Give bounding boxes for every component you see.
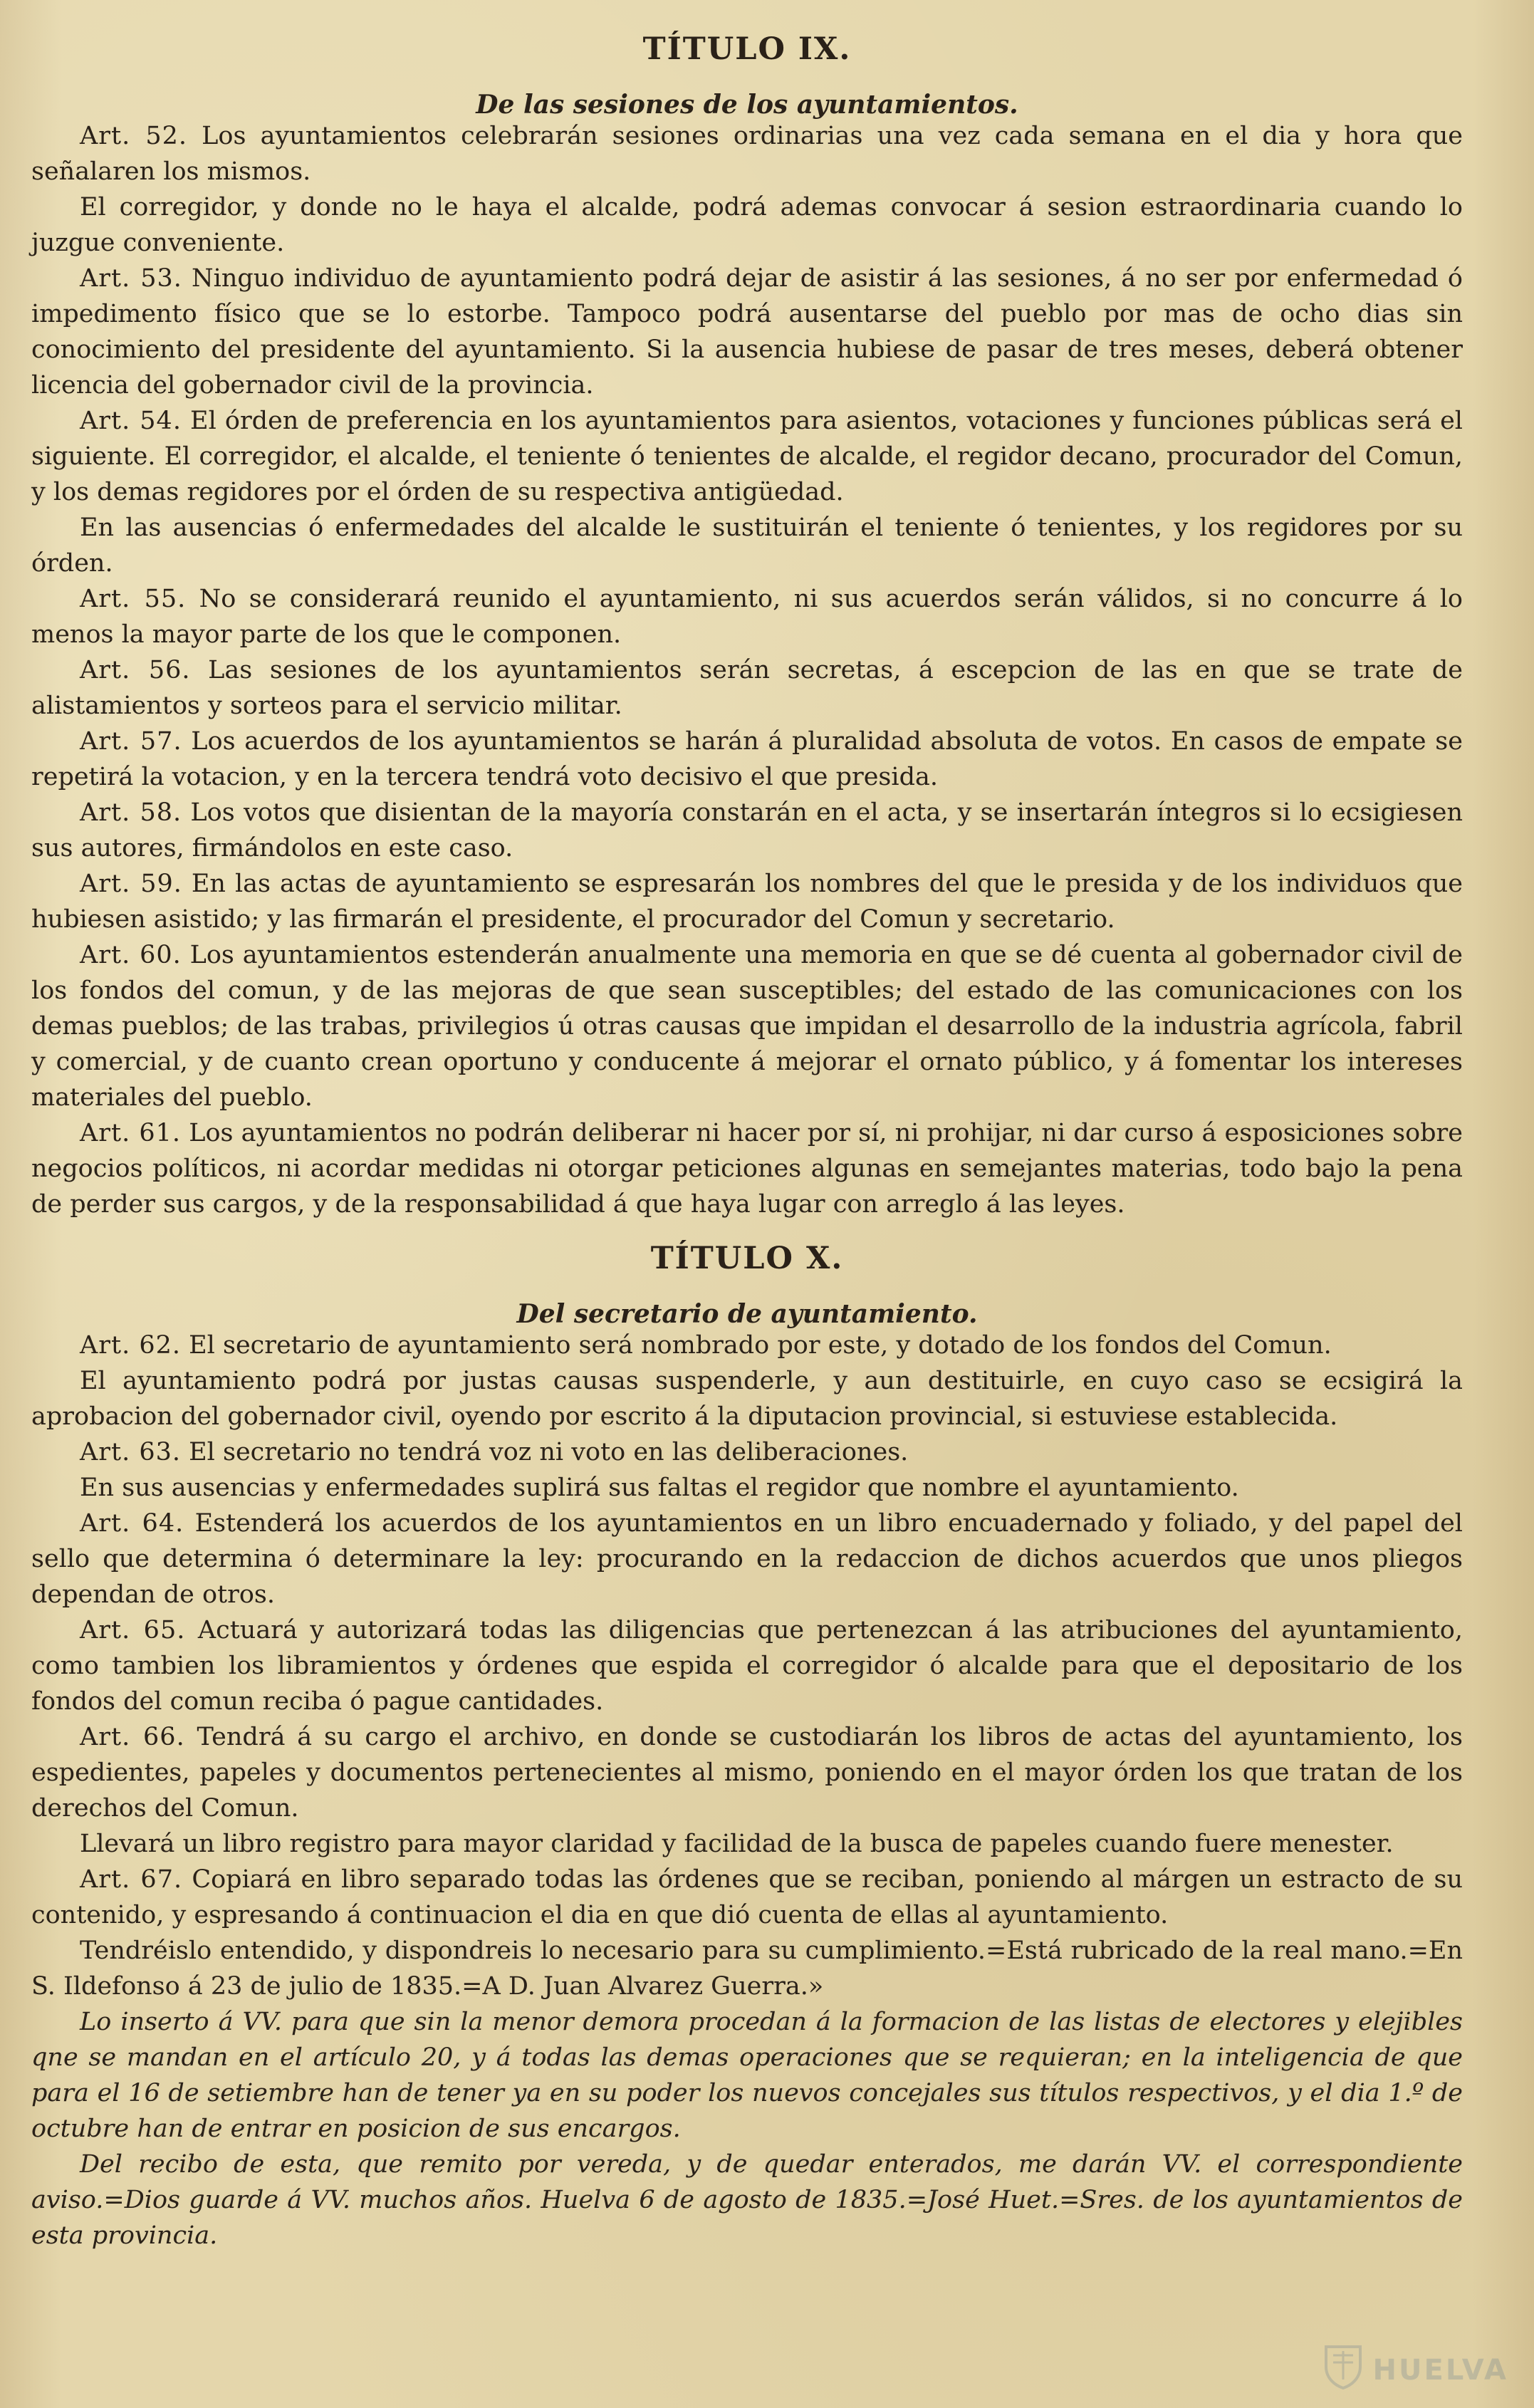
article-text: El ayuntamiento podrá por justas causas suspenderle, y aun destituirle, en cuyo caso se ecsigirá la aprobacion del gobernador civil, oyendo por escrito á la diputacion provincial, si estuviese establecida. xyxy=(31,1367,1463,1431)
article-paragraph xyxy=(31,1719,1463,1826)
article-number: Art. 54. xyxy=(80,407,182,435)
article-number: Art. 52. xyxy=(80,122,188,150)
article-text: Los votos que disientan de la mayoría constarán en el acta, y se insertarán íntegros si lo ecsigiesen sus autores, firmándolos en este caso. xyxy=(31,798,1463,862)
article-text: En las actas de ayuntamiento se espresarán los nombres del que le presida y de los individuos que hubiesen asistido; y las firmarán el presidente, el procurador del Comun y secretario. xyxy=(31,870,1463,934)
article-number: Art. 65. xyxy=(80,1616,186,1645)
article-text: En las ausencias ó enfermedades del alcalde le sustituirán el teniente ó tenientes, y los regidores por su órden. xyxy=(31,514,1463,578)
article-paragraph xyxy=(31,581,1463,652)
article-paragraph xyxy=(31,724,1463,795)
article-number: Art. 66. xyxy=(80,1723,185,1751)
article-text: Los ayuntamientos estenderán anualmente una memoria en que se dé cuenta al gobernador civil de los fondos del comun, y de las mejoras de que sean susceptibles; del estado de las comunicaciones con los demas pueblos; de las trabas, privilegios ú otras causas que impidan el desarrollo de la industria agrícola, fabril y comercial, y de cuanto crean oportuno y conducente á mejorar el ornato público, y á fomentar los intereses materiales del pueblo. xyxy=(31,941,1463,1112)
titulo-x-heading: TÍTULO X. xyxy=(650,1241,844,1276)
titulo-ix-section xyxy=(31,118,1463,1222)
watermark-text: HUELVA xyxy=(1372,2354,1508,2387)
article-text: El secretario de ayuntamiento será nombrado por este, y dotado de los fondos del Comun. xyxy=(189,1331,1332,1360)
article-paragraph xyxy=(31,1933,1463,2004)
article-text: El secretario no tendrá voz ni voto en las deliberaciones. xyxy=(189,1438,909,1466)
article-paragraph xyxy=(31,189,1463,261)
article-text: Copiará en libro separado todas las órdenes que se reciban, poniendo al márgen un estracto de su contenido, y espresando á continuacion el dia en que dió cuenta de ellas al ayuntamiento. xyxy=(31,1865,1463,1929)
article-paragraph xyxy=(31,1612,1463,1719)
article-paragraph xyxy=(31,1470,1463,1506)
document-page xyxy=(31,26,1463,2390)
article-paragraph xyxy=(31,261,1463,403)
article-number: Art. 55. xyxy=(80,585,187,613)
article-number: Art. 61. xyxy=(80,1119,182,1147)
article-paragraph xyxy=(31,1826,1463,1862)
article-paragraph xyxy=(31,1115,1463,1222)
article-text: Ninguo individuo de ayuntamiento podrá dejar de asistir á las sesiones, á no ser por enfermedad ó impedimento físico que se lo estorbe. Tampoco podrá ausentarse del pueblo por mas de ocho dias sin conocimiento del presidente del ayuntamiento. Si la ausencia hubiese de pasar de tres meses, deberá obtener licencia del gobernador civil de la provincia. xyxy=(31,264,1463,400)
article-number: Art. 58. xyxy=(80,798,182,827)
article-paragraph xyxy=(31,403,1463,510)
article-number: Art. 64. xyxy=(80,1509,184,1538)
article-number: Art. 53. xyxy=(80,264,182,293)
article-text: Los ayuntamientos celebrarán sesiones ordinarias una vez cada semana en el dia y hora que señalaren los mismos. xyxy=(31,122,1463,186)
article-paragraph xyxy=(31,1862,1463,1933)
article-number: Art. 62. xyxy=(80,1331,181,1360)
article-paragraph xyxy=(31,795,1463,866)
article-paragraph xyxy=(31,1363,1463,1434)
article-text: Tendréislo entendido, y dispondreis lo necesario para su cumplimiento.=Está rubricado de la real mano.=En S. Ildefonso á 23 de julio de 1835.=A D. Juan Alvarez Guerra.» xyxy=(31,1937,1463,2001)
titulo-x-section xyxy=(31,1328,1463,2004)
article-text: Llevará un libro registro para mayor claridad y facilidad de la busca de papeles cuando fuere menester. xyxy=(80,1830,1394,1858)
article-paragraph xyxy=(31,1506,1463,1612)
article-text: Los acuerdos de los ayuntamientos se harán á pluralidad absoluta de votos. En casos de empate se repetirá la votacion, y en la tercera tendrá voto decisivo el que presida. xyxy=(31,727,1463,791)
article-paragraph xyxy=(31,510,1463,581)
article-number: Art. 57. xyxy=(80,727,182,756)
closing-section xyxy=(31,2004,1463,2253)
closing-paragraph: Lo inserto á VV. para que sin la menor demora procedan á la formacion de las listas de electores y elejibles qne se mandan en el artículo 20, y á todas las demas operaciones que se requieran; en la inteligencia de que para el 16 de setiembre han de tener ya en su poder los nuevos concejales sus títulos respectivos, y el dia 1.º de octubre han de entrar en posicion de sus encargos. xyxy=(31,2008,1463,2143)
article-text: Los ayuntamientos no podrán deliberar ni hacer por sí, ni prohijar, ni dar curso á esposiciones sobre negocios políticos, ni acordar medidas ni otorgar peticiones algunas en semejantes materias, todo bajo la pena de perder sus cargos, y de la responsabilidad á que haya lugar con arreglo á las leyes. xyxy=(31,1119,1463,1219)
article-text: Tendrá á su cargo el archivo, en donde se custodiarán los libros de actas del ayuntamiento, los espedientes, papeles y documentos pertenecientes al mismo, poniendo en el mayor órden los que tratan de los derechos del Comun. xyxy=(31,1723,1463,1823)
article-paragraph xyxy=(31,937,1463,1115)
article-text: El órden de preferencia en los ayuntamientos para asientos, votaciones y funciones públicas será el siguiente. El corregidor, el alcalde, el teniente ó tenientes de alcalde, el regidor decano, procurador del Comun, y los demas regidores por el órden de su respectiva antigüedad. xyxy=(31,407,1463,506)
crest-icon xyxy=(1323,2342,1363,2389)
closing-paragraph: Del recibo de esta, que remito por vereda, y de quedar enterados, me darán VV. el correspondiente aviso.=Dios guarde á VV. muchos años. Huelva 6 de agosto de 1835.=José Huet.=Sres. de los ayuntamientos de esta provincia. xyxy=(31,2150,1463,2250)
article-paragraph xyxy=(31,1328,1463,1363)
article-number: Art. 59. xyxy=(80,870,182,898)
article-paragraph xyxy=(31,118,1463,189)
article-text: No se considerará reunido el ayuntamiento, ni sus acuerdos serán válidos, si no concurre á lo menos la mayor parte de los que le componen. xyxy=(31,585,1463,649)
titulo-ix-subheading: De las sesiones de los ayuntamientos. xyxy=(476,90,1018,120)
article-text: Estenderá los acuerdos de los ayuntamientos en un libro encuadernado y foliado, y del papel del sello que determina ó determinare la ley: procurando en la redaccion de dichos acuerdos que unos pliegos dependan de otros. xyxy=(31,1509,1463,1609)
article-paragraph xyxy=(31,652,1463,724)
article-number: Art. 67. xyxy=(80,1865,183,1894)
titulo-x-subheading: Del secretario de ayuntamiento. xyxy=(516,1299,978,1329)
archive-watermark xyxy=(1323,2340,1508,2389)
article-paragraph xyxy=(31,1434,1463,1470)
article-paragraph xyxy=(31,866,1463,937)
article-number: Art. 63. xyxy=(80,1438,181,1466)
article-text: Actuará y autorizará todas las diligencias que pertenezcan á las atribuciones del ayuntamiento, como tambien los libramientos y órdenes que espida el corregidor ó alcalde para que el depositario de los fondos del comun reciba ó pague cantidades. xyxy=(31,1616,1463,1716)
titulo-ix-heading: TÍTULO IX. xyxy=(642,31,852,67)
article-number: Art. 60. xyxy=(80,941,182,969)
article-text: El corregidor, y donde no le haya el alcalde, podrá ademas convocar á sesion estraordinaria cuando lo juzgue conveniente. xyxy=(31,193,1463,257)
article-text: Las sesiones de los ayuntamientos serán secretas, á escepcion de las en que se trate de alistamientos y sorteos para el servicio militar. xyxy=(31,656,1463,720)
article-text: En sus ausencias y enfermedades suplirá sus faltas el regidor que nombre el ayuntamiento. xyxy=(80,1474,1239,1502)
article-number: Art. 56. xyxy=(80,656,191,684)
